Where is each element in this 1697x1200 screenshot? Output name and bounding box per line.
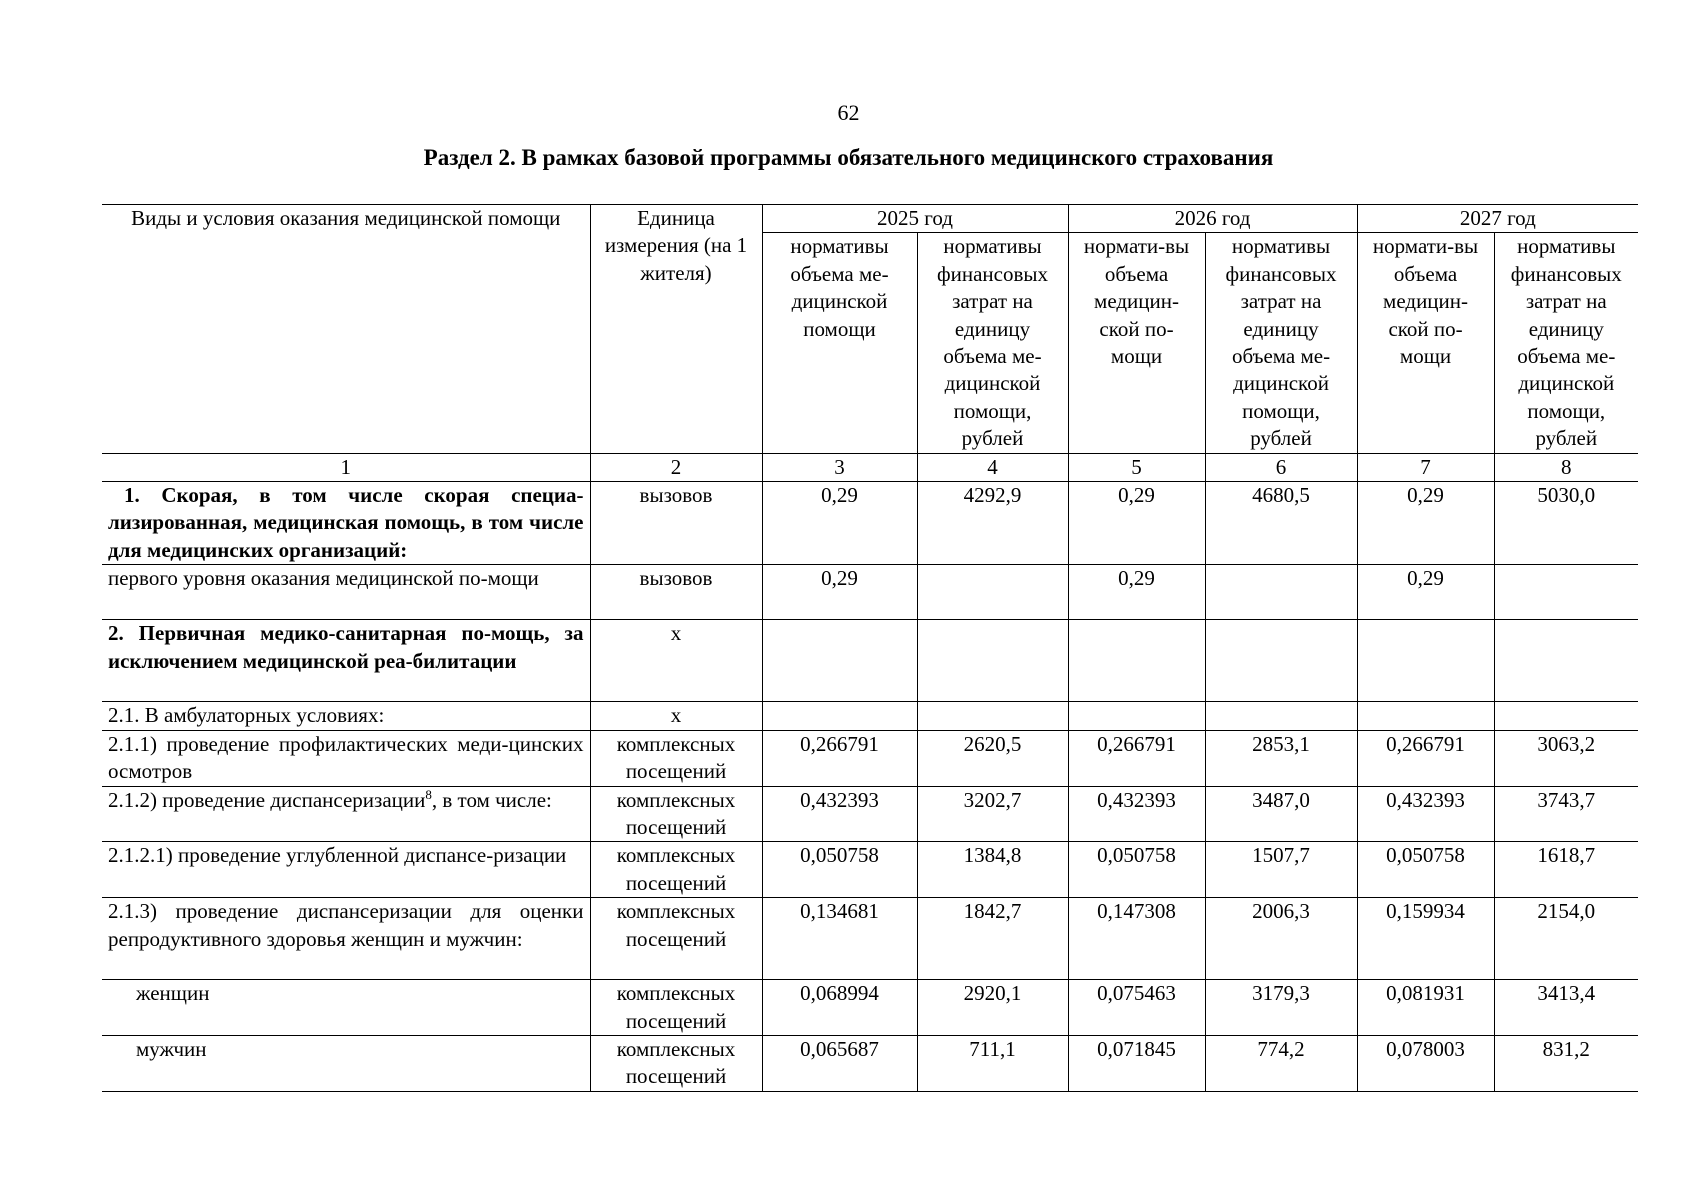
table-row: [102, 702, 1638, 730]
value-cost-2026: 4680,5: [1205, 482, 1357, 565]
header-volume-2025: нормативы объема ме-дицинской помощи: [762, 233, 917, 453]
value-cost-2027: [1494, 620, 1638, 702]
header-year-2027: 2027 год: [1357, 205, 1638, 233]
page-number: 62: [837, 100, 860, 125]
row-label: мужчин: [102, 1035, 590, 1091]
value-cost-2025: 2920,1: [917, 980, 1068, 1036]
value-volume-2027: 0,081931: [1357, 980, 1494, 1036]
header-cost-2026: нормативы финансовых затрат на единицу объема ме-дицинской помощи, рублей: [1205, 233, 1357, 453]
value-cost-2027: 3063,2: [1494, 730, 1638, 786]
value-volume-2027: 0,159934: [1357, 898, 1494, 980]
row-label: 1. Скорая, в том числе скорая специа-лизированная, медицинская помощь, в том числе для медицинских организаций:: [102, 482, 590, 565]
value-volume-2026: [1068, 702, 1205, 730]
value-cost-2026: [1205, 565, 1357, 620]
header-cost-2027: нормативы финансовых затрат на единицу объема ме-дицинской помощи, рублей: [1494, 233, 1638, 453]
value-cost-2026: [1205, 620, 1357, 702]
value-cost-2025: 4292,9: [917, 482, 1068, 565]
section-title: Раздел 2. В рамках базовой программы обязательного медицинского страхования: [423, 145, 1274, 170]
row-label-text: , в том числе:: [431, 787, 552, 812]
value-volume-2026: 0,266791: [1068, 730, 1205, 786]
row-label: 2.1.3) проведение диспансеризации для оценки репродуктивного здоровья женщин и мужчин:: [102, 898, 590, 980]
row-label: женщин: [102, 980, 590, 1036]
header-type-of-care: Виды и условия оказания медицинской помощи: [102, 205, 590, 454]
value-volume-2025: [762, 702, 917, 730]
header-volume-2027: нормати-вы объема медицин-ской по-мощи: [1357, 233, 1494, 453]
row-label: [102, 786, 590, 842]
value-volume-2026: 0,432393: [1068, 786, 1205, 842]
value-volume-2026: 0,147308: [1068, 898, 1205, 980]
value-cost-2027: 3413,4: [1494, 980, 1638, 1036]
header-volume-2026: нормати-вы объема медицин-ской по-мощи: [1068, 233, 1205, 453]
value-volume-2025: 0,050758: [762, 842, 917, 898]
value-volume-2027: 0,29: [1357, 565, 1494, 620]
value-cost-2025: [917, 565, 1068, 620]
header-row-column-numbers: [102, 453, 1638, 481]
row-unit: комплексных посещений: [590, 898, 762, 980]
row-label-text: 2.1.2) проведение диспансеризации: [108, 787, 426, 812]
row-unit: комплексных посещений: [590, 842, 762, 898]
value-cost-2026: 2853,1: [1205, 730, 1357, 786]
table-row: [102, 1035, 1638, 1091]
value-volume-2027: 0,266791: [1357, 730, 1494, 786]
value-volume-2025: 0,065687: [762, 1035, 917, 1091]
value-cost-2025: [917, 620, 1068, 702]
row-unit: х: [590, 620, 762, 702]
value-volume-2027: [1357, 702, 1494, 730]
value-volume-2026: 0,29: [1068, 482, 1205, 565]
column-number: 1: [102, 453, 590, 481]
table-header: [102, 205, 1638, 482]
header-unit: Единица измерения (на 1 жителя): [590, 205, 762, 454]
table-row: [102, 898, 1638, 980]
row-unit: х: [590, 702, 762, 730]
value-volume-2025: 0,29: [762, 565, 917, 620]
column-number: 3: [762, 453, 917, 481]
value-volume-2026: 0,050758: [1068, 842, 1205, 898]
table-row: [102, 565, 1638, 620]
value-cost-2026: 3487,0: [1205, 786, 1357, 842]
norms-table: [102, 204, 1638, 1092]
row-label: 2.1.1) проведение профилактических меди-цинских осмотров: [102, 730, 590, 786]
header-year-2025: 2025 год: [762, 205, 1068, 233]
value-cost-2027: 2154,0: [1494, 898, 1638, 980]
value-cost-2025: 711,1: [917, 1035, 1068, 1091]
value-volume-2025: 0,068994: [762, 980, 917, 1036]
table-row: [102, 620, 1638, 702]
value-cost-2026: 1507,7: [1205, 842, 1357, 898]
value-cost-2027: [1494, 702, 1638, 730]
table-row: [102, 786, 1638, 842]
value-volume-2026: [1068, 620, 1205, 702]
table-row: [102, 482, 1638, 565]
value-volume-2026: 0,071845: [1068, 1035, 1205, 1091]
row-unit: вызовов: [590, 565, 762, 620]
value-cost-2025: [917, 702, 1068, 730]
value-cost-2025: 2620,5: [917, 730, 1068, 786]
column-number: 2: [590, 453, 762, 481]
column-number: 8: [1494, 453, 1638, 481]
value-cost-2027: 3743,7: [1494, 786, 1638, 842]
value-cost-2027: 1618,7: [1494, 842, 1638, 898]
table-row: [102, 730, 1638, 786]
value-volume-2026: 0,075463: [1068, 980, 1205, 1036]
column-number: 5: [1068, 453, 1205, 481]
value-volume-2025: 0,432393: [762, 786, 917, 842]
value-cost-2027: 831,2: [1494, 1035, 1638, 1091]
column-number: 7: [1357, 453, 1494, 481]
value-volume-2025: 0,134681: [762, 898, 917, 980]
value-volume-2026: 0,29: [1068, 565, 1205, 620]
value-cost-2026: 2006,3: [1205, 898, 1357, 980]
value-cost-2025: 1384,8: [917, 842, 1068, 898]
row-unit: комплексных посещений: [590, 980, 762, 1036]
value-volume-2027: 0,432393: [1357, 786, 1494, 842]
column-number: 4: [917, 453, 1068, 481]
row-unit: вызовов: [590, 482, 762, 565]
row-label: 2.1. В амбулаторных условиях:: [102, 702, 590, 730]
value-volume-2025: 0,29: [762, 482, 917, 565]
footnote-reference: 8: [425, 786, 432, 802]
value-cost-2027: [1494, 565, 1638, 620]
value-volume-2027: 0,078003: [1357, 1035, 1494, 1091]
value-cost-2026: 774,2: [1205, 1035, 1357, 1091]
row-unit: комплексных посещений: [590, 1035, 762, 1091]
header-year-2026: 2026 год: [1068, 205, 1357, 233]
row-unit: комплексных посещений: [590, 730, 762, 786]
value-volume-2025: [762, 620, 917, 702]
table-body: [102, 482, 1638, 1092]
header-cost-2025: нормативы финансовых затрат на единицу объема ме-дицинской помощи, рублей: [917, 233, 1068, 453]
header-row-years: [102, 205, 1638, 233]
value-volume-2027: [1357, 620, 1494, 702]
row-unit: комплексных посещений: [590, 786, 762, 842]
value-volume-2025: 0,266791: [762, 730, 917, 786]
table-row: [102, 842, 1638, 898]
column-number: 6: [1205, 453, 1357, 481]
value-cost-2025: 1842,7: [917, 898, 1068, 980]
row-label: 2.1.2.1) проведение углубленной диспансе-ризации: [102, 842, 590, 898]
value-cost-2025: 3202,7: [917, 786, 1068, 842]
value-volume-2027: 0,29: [1357, 482, 1494, 565]
value-cost-2026: [1205, 702, 1357, 730]
table-row: [102, 980, 1638, 1036]
row-label: первого уровня оказания медицинской по-мощи: [102, 565, 590, 620]
row-label: 2. Первичная медико-санитарная по-мощь, за исключением медицинской реа-билитации: [102, 620, 590, 702]
value-cost-2027: 5030,0: [1494, 482, 1638, 565]
value-volume-2027: 0,050758: [1357, 842, 1494, 898]
value-cost-2026: 3179,3: [1205, 980, 1357, 1036]
